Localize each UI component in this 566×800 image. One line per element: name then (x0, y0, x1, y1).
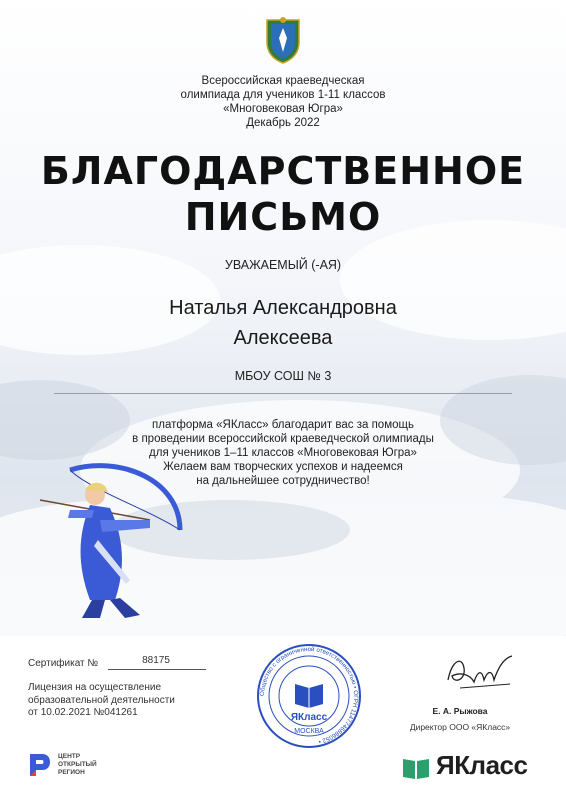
event-description (0, 74, 566, 130)
document-title (0, 148, 566, 240)
signatory-position: Директор ООО «ЯКласс» (409, 722, 511, 732)
otkrytyi-region-icon (28, 752, 52, 778)
message-line: для учеников 1–11 классов «Многовековая Югра» (149, 447, 417, 459)
certificate-number: 88175 (142, 655, 170, 666)
license-line: Лицензия на осуществление (28, 682, 162, 693)
title-line: ПИСЬМО (184, 195, 382, 239)
event-line: «Многовековая Югра» (223, 103, 343, 115)
event-line: Декабрь 2022 (246, 117, 320, 129)
partner-logo-line: ЦЕНТР (58, 753, 81, 760)
salutation: УВАЖАЕМЫЙ (-АЯ) (224, 258, 342, 272)
recipient-name-line: Наталья Александровна (169, 297, 397, 319)
official-stamp (255, 642, 363, 750)
license-line: образовательной деятельности (28, 694, 175, 706)
message-line: платформа «ЯКласс» благодарит вас за помощь (152, 419, 414, 431)
stamp-ring-text: Общество с ограниченной ответственностью • ОГРН 1147746886052 • (258, 645, 360, 745)
divider (54, 393, 512, 394)
open-book-icon (402, 756, 430, 780)
certificate-underline (108, 669, 206, 670)
recipient-name-line: Алексеева (233, 327, 333, 349)
partner-logo-text (58, 753, 97, 777)
partner-logo-line: ОТКРЫТЫЙ (58, 761, 97, 768)
brand-logo-text: ЯКласс (436, 750, 528, 780)
event-line: олимпиада для учеников 1-11 классов (180, 89, 386, 101)
title-line: БЛАГОДАРСТВЕННОЕ (40, 149, 526, 193)
message-line: Желаем вам творческих успехов и надеемся (163, 461, 403, 473)
archer-illustration (30, 450, 200, 620)
certificate-label: Сертификат № (28, 658, 99, 669)
signature (440, 650, 520, 696)
message-line: на дальнейшее сотрудничество! (196, 475, 370, 487)
license-info (28, 682, 175, 720)
event-line: Всероссийская краеведческая (201, 75, 365, 87)
stamp-city-text: МОСКВА (294, 728, 324, 735)
stamp-brand-text: ЯКласс (290, 712, 328, 723)
coat-of-arms-icon (261, 16, 305, 64)
message-line: в проведении всероссийской краеведческой олимпиады (132, 433, 434, 445)
signatory-name: Е. А. Рыжова (432, 706, 488, 716)
partner-logo-line: РЕГИОН (58, 769, 85, 776)
recipient-name (0, 293, 566, 353)
license-line: от 10.02.2021 №041261 (28, 707, 138, 718)
school-name: МБОУ СОШ № 3 (234, 369, 332, 383)
